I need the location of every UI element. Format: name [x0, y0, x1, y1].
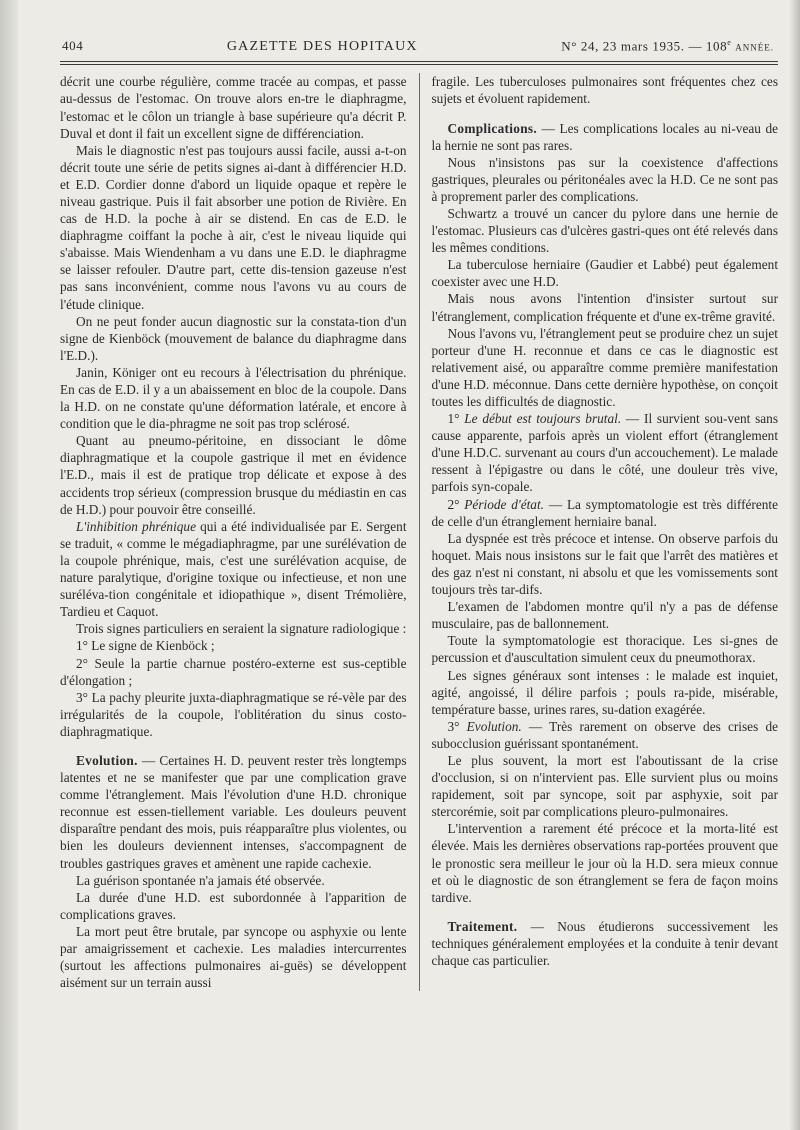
paragraph: Le plus souvent, la mort est l'aboutissant de la crise d'occlusion, si on n'intervient pas. Elle survient plus ou moins rapidement, soit par syncope, soit par asphyxie, soit par stercorémie, soit par complications pleuro-pulmonaires. — [431, 752, 779, 820]
italic-term: Le début est toujours brutal. — [464, 411, 622, 427]
paragraph: L'intervention a rarement été précoce et la morta-lité est élevée. Mais les dernières observations rap-portées prouvent que le pronostic sera meilleur le jour où la H.D. sera mieux connue et où le diagnostic de son étranglement se fera de façon moins tardive. — [431, 821, 779, 905]
issue-date: N° 24, 23 mars 1935. — 108 — [561, 38, 728, 54]
paragraph-text: — Très rarement on observe des crises de subocclusion guérissant spontanément. — [431, 718, 778, 751]
section-evolution — [60, 752, 407, 872]
header-rule — [60, 61, 778, 65]
list-number: 2° — [447, 496, 465, 512]
paragraph: fragile. Les tuberculoses pulmonaires sont fréquentes chez ces sujets et évoluent rapidement. — [431, 74, 779, 107]
section-complications — [432, 120, 779, 154]
paragraph: Schwartz a trouvé un cancer du pylore dans une hernie de l'estomac. Plusieurs cas d'ulcères gastri-ques ont été relevés dans les mêmes conditions. — [431, 205, 779, 256]
paragraph: Toute la symptomatologie est thoracique. Les si-gnes de percussion et d'auscultation simulent ceux du pneumothorax. — [431, 633, 779, 666]
paragraph: Nous l'avons vu, l'étranglement peut se produire chez un sujet porteur d'une H. reconnue et dans ce cas le diagnostic est relativement aisé, ou apparaître comme première manifestation d'une H.D. méconnue. Dans cette dernière hypothèse, on conçoit toutes les difficultés de diagnostic. — [431, 325, 779, 410]
paragraph-text: — Il survient sou-vent sans cause apparente, parfois après un violent effort (étranglement d'une H.D.C. survenant au cours d'un accouchement). Le malade ressent à l'épigastre ou dans le côté, une douleur très vive, parfois syn-copale. — [431, 411, 779, 495]
paragraph: Les signes généraux sont intenses : le malade est inquiet, agité, angoissé, il délire parfois ; pouls ra-pide, misérable, température basse, urines rares, su-dation exagérée. — [431, 667, 779, 717]
page-edge-shadow — [790, 0, 800, 1130]
section-traitement — [432, 918, 779, 969]
column-divider — [419, 73, 420, 991]
running-header — [60, 38, 778, 59]
issue-annee: ANNÉE. — [735, 42, 774, 53]
journal-title: GAZETTE DES HOPITAUX — [226, 39, 418, 55]
paragraph: Quant au pneumo-péritoine, en dissociant le dôme diaphragmatique et la coupole gastrique il met en évidence l'E.D., mais il est de pratique trop délicate et expose à des accidents trop sérieux (compression brusque du médiastin en cas de H.D.) pour pouvoir être conseillé. — [60, 433, 407, 517]
paragraph-text: — Certaines H. D. peuvent rester très longtemps latentes et ne se manifester que par une complication grave comme l'étranglement. Mais l'évolution d'une H.D. chronique reconnue est essen-tiellement variable. Les douleurs peuvent disparaître pendant des mois, puis réapparaître plus violentes, ou bien les douleurs deviennent intenses, s'accompagnent de troubles gastriques graves et amènent une rapide cachexie. — [60, 752, 407, 871]
paragraph: La dyspnée est très précoce et intense. On observe parfois du hoquet. Mais nous insistons sur le fait que l'arrêt des matières et des gaz n'est ni constant, ni absolu et que les vomissements sont toujours très tar-difs. — [431, 530, 779, 598]
list-item — [432, 496, 779, 530]
paragraph: Nous n'insistons pas sur la coexistence d'affections gastriques, pleurales ou péritonéales avec la H.D. Ce ne sont pas à proprement parler des complications. — [431, 154, 779, 204]
paragraph-text: qui a été individualisée par E. Sergent se traduit, « comme le mégadiaphragme, par une surélévation de la coupole phrénique, mais, c'est une surélévation acquise, de nature paralytique, d'origine toxique ou infectieuse, et non une suréléva-tion congénitale et idiopathique », disent Trémolière, Tardieu et Caquot. — [60, 518, 407, 620]
paragraph: La tuberculose herniaire (Gaudier et Labbé) peut également coexister avec une H.D. — [431, 257, 779, 290]
section-heading: Evolution. — [76, 752, 138, 768]
paragraph: Mais le diagnostic n'est pas toujours aussi facile, aussi a-t-on décrit toute une série de petits signes ai-dant à différencier H.D. et E.D. Cordier donne d'abord un liquide opaque et repère le niveau gastrique. Puis il fait absorber une potion de Rivière. En cas de H.D. la poche à air se distend. En cas de E.D. le diaphragme coiffant la poche à air, c'est le niveau liquide qui s'abaisse. Mais Wiendenham a vu dans une E.D. le diaphragme se laisser refouler. D'autre part, cette dis-tension gazeuse n'est pas sans inconvénient, comme nous l'avons vu au cours de l'étude clinique. — [60, 142, 407, 312]
paragraph-text: — La symptomatologie est très différente de celle d'un étranglement herniaire banal. — [431, 496, 779, 529]
right-column — [432, 73, 779, 991]
issue-sup: e — [727, 38, 732, 47]
text-columns — [60, 73, 778, 991]
list-item — [432, 410, 779, 495]
section-heading: Complications. — [447, 120, 538, 136]
page-number: 404 — [62, 38, 84, 54]
paragraph-text: — Les complications locales au ni-veau de la hernie ne sont pas rares. — [431, 120, 779, 153]
list-number: 3° — [447, 718, 467, 734]
page-binding-shadow — [0, 0, 18, 1130]
paragraph: L'examen de l'abdomen montre qu'il n'y a pas de défense musculaire, pas de ballonnement. — [431, 599, 779, 632]
italic-term: L'inhibition phrénique — [76, 518, 196, 534]
paragraph: Trois signes particuliers en seraient la signature radiologique : — [76, 621, 407, 637]
left-column — [60, 73, 407, 991]
list-item — [432, 718, 779, 752]
paragraph-text: — Nous étudierons successivement les techniques généralement employées et la conduite à tenir devant chaque cas particulier. — [431, 918, 779, 969]
paragraph: décrit une courbe régulière, comme tracée au compas, et passe au-dessus de l'estomac. On trouve alors en-tre le diaphragme, l'estomac et le côlon un triangle à base supérieure qu'a décrit P. Duval et dont il fait un excellent signe de différenciation. — [60, 74, 407, 141]
paragraph: Mais nous avons l'intention d'insister surtout sur l'étranglement, complication fréquente et d'une ex-trême gravité. — [431, 291, 779, 324]
paragraph: La guérison spontanée n'a jamais été observée. — [76, 872, 325, 888]
paragraph: Janin, Königer ont eu recours à l'électrisation du phrénique. En cas de E.D. il y a un abaissement en bloc de la coupole. Dans la H.D. on ne constate qu'une déformation latérale, et encore à condition que le dia-phragme ne soit pas trop sclérosé. — [60, 364, 407, 432]
italic-term: Evolution. — [466, 718, 522, 734]
italic-term: Période d'état. — [464, 496, 544, 512]
list-item: 3° La pachy pleurite juxta-diaphragmatique se ré-vèle par des irrégularités de la coupole, l'oblitération du sinus costo-diaphragmatique. — [60, 689, 407, 739]
list-number: 1° — [447, 411, 465, 427]
section-heading: Traitement. — [447, 918, 518, 934]
list-item: 2° Seule la partie charnue postéro-externe est sus-ceptible d'élongation ; — [60, 655, 407, 688]
paragraph — [60, 518, 407, 621]
list-item: 1° Le signe de Kienböck ; — [76, 638, 215, 654]
paragraph: La durée d'une H.D. est subordonnée à l'apparition de complications graves. — [60, 889, 407, 922]
paragraph: La mort peut être brutale, par syncope ou asphyxie ou lente par amaigrissement et cachexie. Les maladies intercurrentes (surtout les affections pulmonaires ai-guës) se développent aisément sur un terrain aussi — [60, 923, 407, 991]
issue-info — [561, 38, 774, 54]
paragraph: On ne peut fonder aucun diagnostic sur la constata-tion d'un signe de Kienböck (mouvement de balance du diaphragme dans l'E.D.). — [60, 313, 407, 363]
